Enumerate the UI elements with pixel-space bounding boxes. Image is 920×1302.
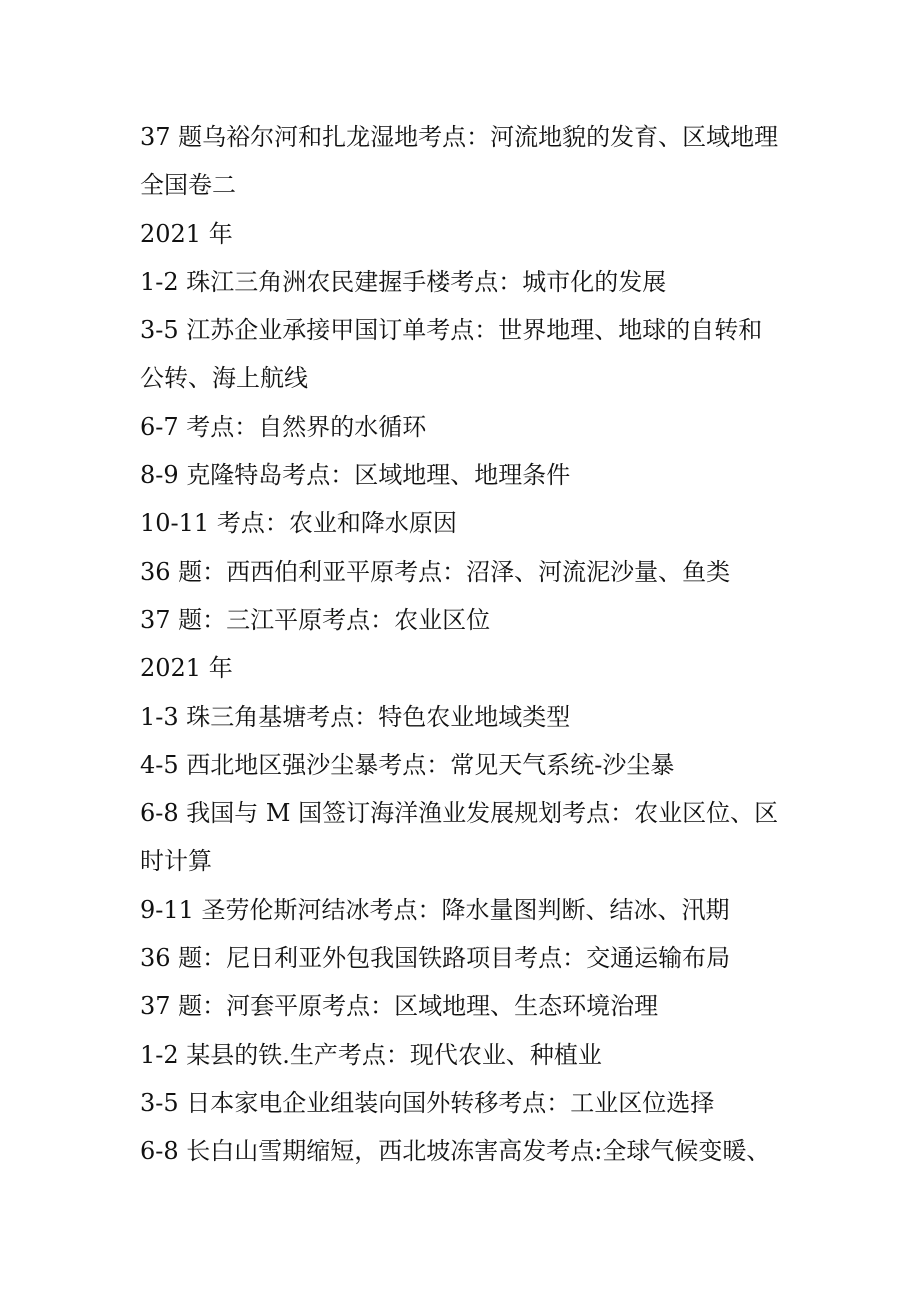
text-line: 全国卷二 <box>140 171 236 200</box>
text-line: 8-9 克隆特岛考点：区域地理、地理条件 <box>140 461 571 490</box>
text-line: 36 题：尼日利亚外包我国铁路项目考点：交通运输布局 <box>140 944 731 973</box>
text-line: 2021 年 <box>140 654 233 683</box>
text-line: 1-2 珠江三角洲农民建握手楼考点：城市化的发展 <box>140 267 667 296</box>
text-line: 6-8 我国与 M 国签订海洋渔业发展规划考点：农业区位、区 <box>140 799 779 828</box>
text-line: 6-8 长白山雪期缩短，西北坡冻害高发考点:全球气候变暖、 <box>140 1137 771 1166</box>
text-line: 2021 年 <box>140 219 233 248</box>
text-line: 37 题乌裕尔河和扎龙湿地考点：河流地貌的发育、区域地理 <box>140 123 779 151</box>
text-line: 3-5 江苏企业承接甲国订单考点：世界地理、地球的自转和 <box>140 316 763 345</box>
text-line: 1-2 某县的铁.生产考点：现代农业、种植业 <box>140 1040 602 1069</box>
text-line: 公转、海上航线 <box>140 364 308 393</box>
text-line: 时计算 <box>140 847 212 876</box>
text-line: 6-7 考点：自然界的水循环 <box>140 412 427 441</box>
text-line: 10-11 考点：农业和降水原因 <box>140 509 457 538</box>
document-page <box>140 113 790 1176</box>
text-line: 9-11 圣劳伦斯河结冰考点：降水量图判断、结冰、汛期 <box>140 895 730 924</box>
text-line: 36 题：西西伯利亚平原考点：沼泽、河流泥沙量、鱼类 <box>140 557 731 586</box>
text-line: 1-3 珠三角基塘考点：特色农业地域类型 <box>140 702 571 731</box>
text-line: 37 题：三江平原考点：农业区位 <box>140 605 491 634</box>
text-line: 3-5 日本家电企业组装向国外转移考点：工业区位选择 <box>140 1088 715 1117</box>
text-line: 37 题：河套平原考点：区域地理、生态环境治理 <box>140 992 659 1021</box>
text-line: 4-5 西北地区强沙尘暴考点：常见天气系统-沙尘暴 <box>140 750 675 779</box>
